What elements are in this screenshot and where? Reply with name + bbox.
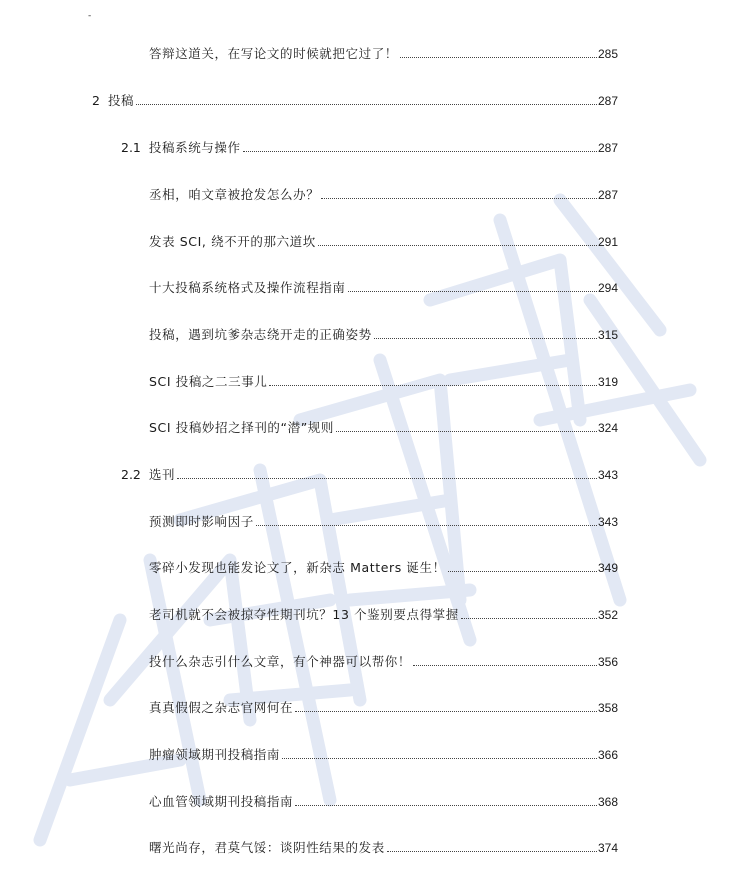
toc-entry-title: 老司机就不会被掠夺性期刊坑？13 个鉴别要点得掌握: [149, 607, 459, 622]
toc-leader-dots: [177, 477, 597, 479]
toc-entry-page: 287: [597, 141, 618, 155]
toc-entry-page: 285: [597, 47, 618, 61]
toc-leader-dots: [348, 290, 597, 292]
toc-entry-title: 曙光尚存，君莫气馁：谈阴性结果的发表: [149, 840, 385, 855]
toc-entry[interactable]: [149, 603, 618, 623]
toc-entry[interactable]: [121, 463, 618, 483]
toc-entry[interactable]: [121, 136, 618, 156]
toc-entry[interactable]: [149, 743, 618, 763]
toc-leader-dots: [295, 804, 597, 806]
toc-entry-number: 2: [92, 93, 100, 108]
toc-entry-page: 374: [597, 841, 618, 855]
toc-entry[interactable]: [149, 696, 618, 716]
toc-entry[interactable]: [149, 323, 618, 343]
toc-entry-page: 366: [597, 748, 618, 762]
toc-leader-dots: [413, 664, 597, 666]
toc-entry[interactable]: [149, 416, 618, 436]
toc-leader-dots: [269, 384, 597, 386]
toc-entry-page: 343: [597, 468, 618, 482]
toc-entry-title: 真真假假之杂志官网何在: [149, 700, 294, 715]
toc-entry-title: 投稿，遇到坑爹杂志绕开走的正确姿势: [149, 327, 372, 342]
toc-entry[interactable]: [149, 836, 618, 856]
toc-entry-page: 294: [597, 281, 618, 295]
toc-leader-dots: [321, 197, 597, 199]
page-corner-mark: -: [88, 11, 92, 21]
toc-entry-title: 丞相，咱文章被抢发怎么办？: [149, 187, 320, 202]
toc-leader-dots: [400, 56, 597, 58]
toc-entry[interactable]: [149, 230, 618, 250]
toc-entry-page: 319: [597, 375, 618, 389]
toc-entry[interactable]: [149, 370, 618, 390]
toc-entry-page: 349: [597, 561, 618, 575]
toc-entry[interactable]: [149, 183, 618, 203]
toc-entry-page: 287: [597, 188, 618, 202]
toc-entry-title: 预测即时影响因子: [149, 514, 254, 529]
toc-entry-page: 356: [597, 655, 618, 669]
toc-entry[interactable]: [92, 89, 618, 109]
toc-entry-page: 287: [597, 94, 618, 108]
toc-leader-dots: [336, 430, 597, 432]
toc-entry-title: 发表 SCI, 绕不开的那六道坎: [149, 234, 316, 249]
toc-entry[interactable]: [149, 510, 618, 530]
toc-entry-page: 352: [597, 608, 618, 622]
toc-entry-page: 368: [597, 795, 618, 809]
toc-entry[interactable]: [149, 556, 618, 576]
toc-entry-title: SCI 投稿之二三事儿: [149, 374, 268, 389]
toc-entry-page: 291: [597, 235, 618, 249]
toc-entry-page: 315: [597, 328, 618, 342]
toc-entry-title: 投稿: [107, 93, 135, 108]
toc-entry-title: 肿瘤领域期刊投稿指南: [149, 747, 281, 762]
toc-entry-page: 343: [597, 515, 618, 529]
toc-entry[interactable]: [149, 790, 618, 810]
toc-leader-dots: [295, 710, 597, 712]
toc-entry-title: 选刊: [148, 467, 176, 482]
toc-entry-title: 答辩这道关，在写论文的时候就把它过了！: [149, 46, 398, 61]
toc-entry-title: SCI 投稿妙招之择刊的“潜”规则: [149, 420, 334, 435]
toc-entry[interactable]: [149, 650, 618, 670]
toc-entry-page: 358: [597, 701, 618, 715]
toc-leader-dots: [374, 337, 597, 339]
toc-leader-dots: [256, 524, 597, 526]
toc-leader-dots: [318, 244, 597, 246]
toc-leader-dots: [282, 757, 597, 759]
toc-entry[interactable]: [149, 276, 618, 296]
toc-entry-title: 投稿系统与操作: [148, 140, 241, 155]
toc-entry-title: 投什么杂志引什么文章，有个神器可以帮你！: [149, 654, 412, 669]
toc-entry-title: 零碎小发现也能发论文了，新杂志 Matters 诞生！: [149, 560, 446, 575]
toc-entry-number: 2.2: [121, 467, 141, 482]
toc-entry-page: 324: [597, 421, 618, 435]
toc-leader-dots: [461, 617, 597, 619]
toc-leader-dots: [243, 150, 597, 152]
toc-leader-dots: [136, 103, 597, 105]
toc-leader-dots: [387, 850, 597, 852]
toc-entry-title: 心血管领域期刊投稿指南: [149, 794, 294, 809]
toc-leader-dots: [448, 570, 597, 572]
toc-entry-number: 2.1: [121, 140, 141, 155]
toc-entry[interactable]: [149, 42, 618, 62]
toc-entry-title: 十大投稿系统格式及操作流程指南: [149, 280, 346, 295]
